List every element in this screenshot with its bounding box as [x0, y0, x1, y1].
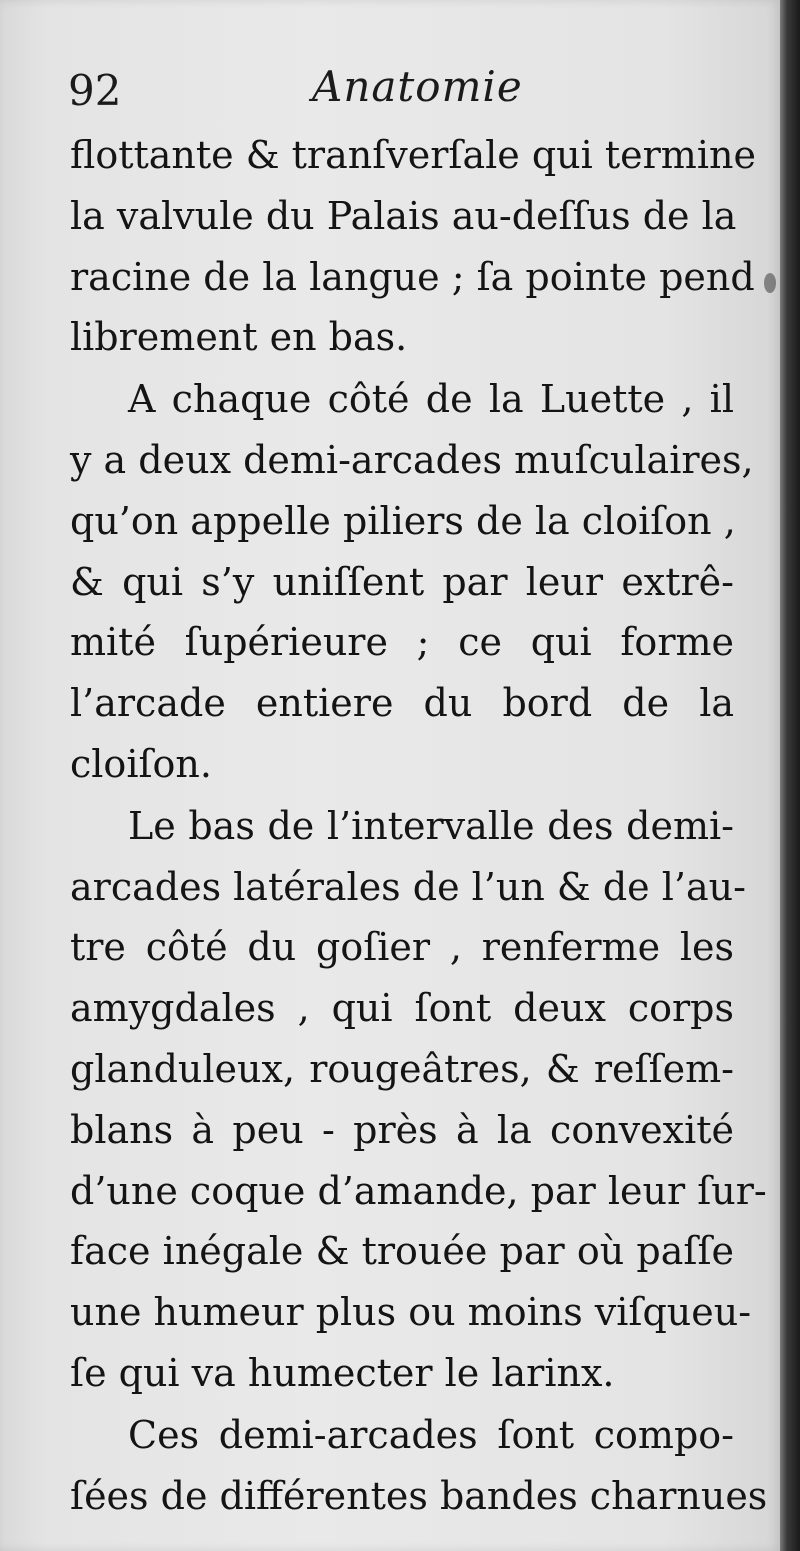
text-line: la valvule du Palais au-deſſus de la: [70, 193, 737, 238]
text-line: face inégale & trouée par où paſſe: [70, 1229, 734, 1274]
text-line: Le bas de l’intervalle des demi-: [128, 803, 734, 848]
text-line: ſe qui va humecter le larinx.: [70, 1350, 615, 1395]
paragraph-2: [70, 369, 754, 795]
ink-blot: [764, 273, 776, 293]
text-line: & qui s’y uniſſent par leur extrê-: [70, 559, 734, 604]
paragraph-1: [70, 125, 756, 368]
text-line: mité ſupérieure ; ce qui forme: [70, 620, 734, 665]
text-line: une humeur plus ou moins viſqueu-: [70, 1290, 752, 1335]
text-line: ſées de différentes bandes charnues: [70, 1473, 768, 1518]
text-line: tre côté du goſier , renferme les: [70, 925, 734, 970]
text-line: racine de la langue ; ſa pointe pend: [70, 254, 755, 299]
text-line: librement en bas.: [70, 315, 408, 360]
page-number: 92: [68, 66, 122, 115]
text-line: amygdales , qui ſont deux corps: [70, 986, 734, 1031]
text-line: Ces demi-arcades ſont compo-: [128, 1412, 734, 1457]
text-line: glanduleux, rougeâtres, & reſſem-: [70, 1046, 734, 1091]
running-title: Anatomie: [312, 62, 523, 111]
text-line: d’une coque d’amande, par leur ſur-: [70, 1168, 767, 1213]
text-line: l’arcade entiere du bord de la: [70, 681, 734, 726]
text-line: A chaque côté de la Luette , il: [128, 377, 734, 422]
running-head: [68, 62, 728, 118]
page-edge-shadow: [780, 0, 800, 1551]
text-line: y a deux demi-arcades muſculaires,: [70, 437, 754, 482]
text-line: cloiſon.: [70, 741, 212, 786]
text-line: arcades latérales de l’un & de l’au-: [70, 864, 746, 909]
text-line: qu’on appelle piliers de la cloiſon ,: [70, 498, 736, 543]
text-line: blans à peu - près à la convexité: [70, 1107, 734, 1152]
body-text: [70, 125, 768, 1527]
paragraph-3: [70, 796, 767, 1404]
text-line: flottante & tranſverſale qui termine: [70, 133, 756, 177]
paragraph-4: [70, 1405, 768, 1527]
